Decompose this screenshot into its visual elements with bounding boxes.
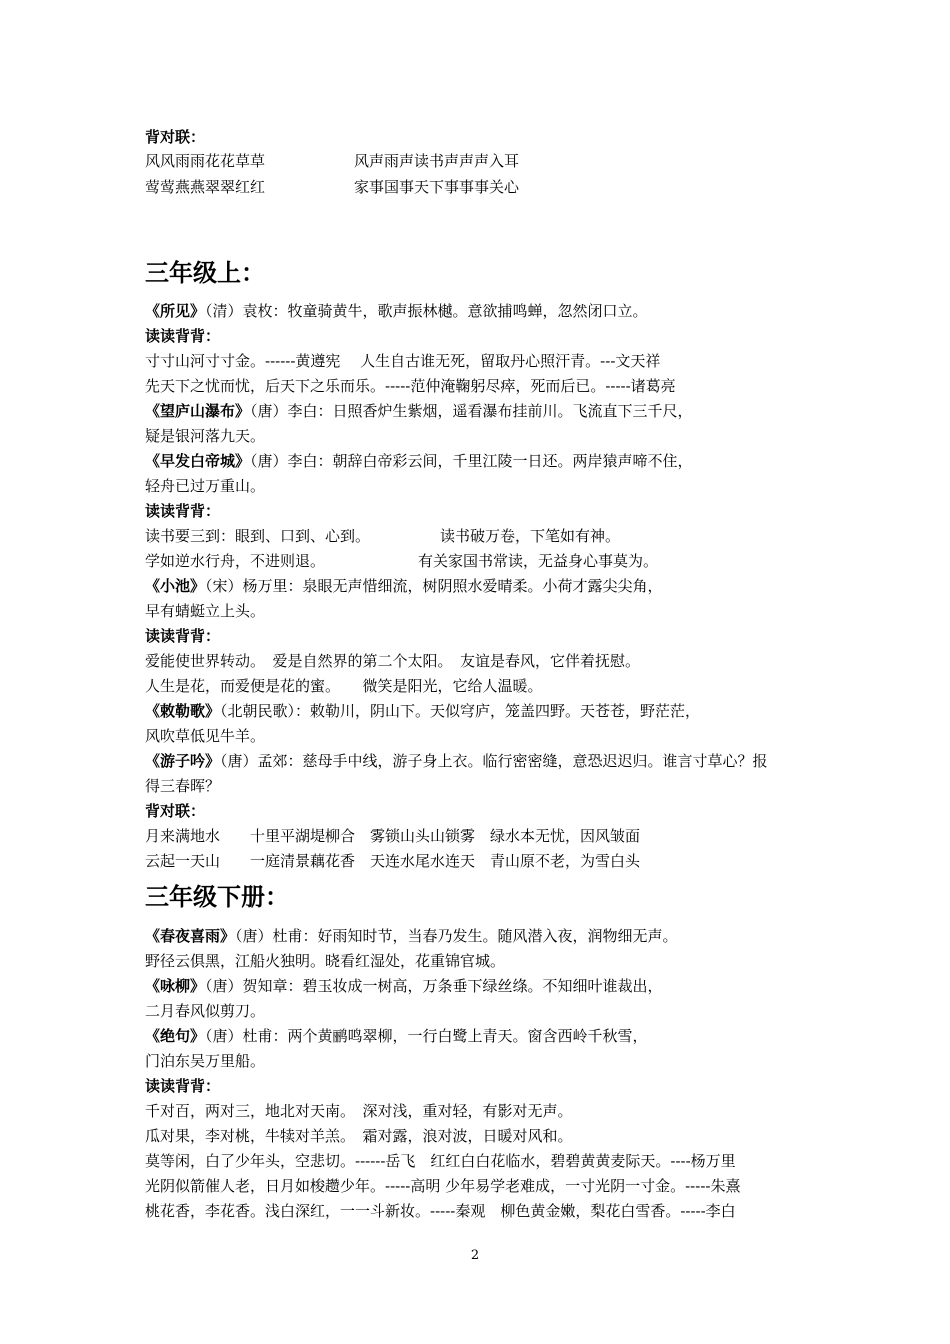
text-line: 学如逆水行舟，不进则退。 bbox=[145, 552, 326, 570]
couplet-row bbox=[145, 176, 265, 198]
poem-line: 《所见》（清）袁枚：牧童骑黄牛，歌声振林樾。意欲捕鸣蝉，忽然闭口立。 bbox=[145, 302, 648, 320]
text-line: 读书破万卷，下笔如有神。 bbox=[440, 527, 621, 545]
couplet-row bbox=[145, 150, 265, 172]
text-line: 寸寸山河寸寸金。------黄遵宪 人生自古谁无死，留取丹心照汗青。---文天祥 bbox=[145, 352, 661, 370]
couplet-right: 家事国事天下事事事关心 bbox=[354, 178, 520, 196]
section-heading: 三年级上： bbox=[145, 259, 265, 287]
text-line: 先天下之忧而忧，后天下之乐而乐。-----范仲淹鞠躬尽瘁，死而后已。-----诸葛亮 bbox=[145, 377, 676, 395]
poem-line: 《小池》（宋）杨万里：泉眼无声惜细流，树阴照水爱晴柔。小荷才露尖尖角， bbox=[145, 577, 663, 595]
poem-title: 《春夜喜雨》 bbox=[145, 927, 236, 945]
poem-continuation: 疑是银河落九天。 bbox=[145, 427, 266, 445]
text-line: 光阴似箭催人老，日月如梭趱少年。-----高明 少年易学老难成，一寸光阴一寸金。-----朱熹 bbox=[145, 1177, 741, 1195]
poem-line: 《咏柳》（唐）贺知章：碧玉妆成一树高，万条垂下绿丝绦。不知细叶谁裁出， bbox=[145, 977, 663, 995]
poem-continuation: 早有蜻蜓立上头。 bbox=[145, 602, 266, 620]
text-line: 人生是花，而爱便是花的蜜。 微笑是阳光，它给人温暖。 bbox=[145, 677, 543, 695]
text-line: 有关家国书常读，无益身心事莫为。 bbox=[418, 552, 659, 570]
poem-title: 《小池》 bbox=[145, 577, 206, 595]
reading-label: 读读背背： bbox=[145, 1077, 221, 1095]
text-line: 桃花香，李花香。浅白深红，一一斗新妆。-----秦观 柳色黄金嫩，梨花白雪香。-----李白 bbox=[145, 1202, 736, 1220]
poem-title: 《绝句》 bbox=[145, 1027, 206, 1045]
poem-title: 《敕勒歌》 bbox=[145, 702, 221, 720]
couplet-right: 风声雨声读书声声声入耳 bbox=[354, 152, 520, 170]
poem-title: 《游子吟》 bbox=[145, 752, 221, 770]
text-line: 莫等闲，白了少年头，空悲切。------岳飞 红红白白花临水，碧碧黄黄麦际天。----杨万里 bbox=[145, 1152, 736, 1170]
text-line: 瓜对果，李对桃，牛犊对羊羔。 霜对露，浪对波，日暖对风和。 bbox=[145, 1127, 573, 1145]
poem-line: 《绝句》（唐）杜甫：两个黄鹂鸣翠柳，一行白鹭上青天。窗含西岭千秋雪， bbox=[145, 1027, 648, 1045]
poem-continuation: 风吹草低见牛羊。 bbox=[145, 727, 266, 745]
reading-label: 读读背背： bbox=[145, 627, 221, 645]
poem-line: 《望庐山瀑布》（唐）李白：日照香炉生紫烟，遥看瀑布挂前川。飞流直下三千尺， bbox=[145, 402, 693, 420]
poem-title: 《望庐山瀑布》 bbox=[145, 402, 251, 420]
text-line: 读书要三到：眼到、口到、心到。 bbox=[145, 527, 371, 545]
text-line: 千对百，两对三，地北对天南。 深对浅，重对轻，有影对无声。 bbox=[145, 1102, 573, 1120]
poem-title: 《早发白帝城》 bbox=[145, 452, 251, 470]
poem-continuation: 得三春晖？ bbox=[145, 777, 221, 795]
couplet-line: 云起一天山 一庭清景藕花香 天连水尾水连天 青山原不老，为雪白头 bbox=[145, 852, 641, 870]
page-number: 2 bbox=[470, 1248, 480, 1263]
couplet-label: 背对联： bbox=[145, 128, 206, 146]
reading-label: 读读背背： bbox=[145, 327, 221, 345]
poem-continuation: 野径云俱黑，江船火独明。晓看红湿处，花重锦官城。 bbox=[145, 952, 506, 970]
couplet-left: 风风雨雨花花草草 bbox=[145, 152, 266, 170]
text-line: 爱能使世界转动。 爱是自然界的第二个太阳。 友谊是春风，它伴着抚慰。 bbox=[145, 652, 641, 670]
section-heading: 三年级下册： bbox=[145, 883, 289, 911]
couplet-label: 背对联： bbox=[145, 802, 206, 820]
couplet-left: 莺莺燕燕翠翠红红 bbox=[145, 178, 266, 196]
poem-title: 《咏柳》 bbox=[145, 977, 206, 995]
poem-line: 《春夜喜雨》（唐）杜甫：好雨知时节，当春乃发生。随风潜入夜，润物细无声。 bbox=[145, 927, 678, 945]
poem-continuation: 轻舟已过万重山。 bbox=[145, 477, 266, 495]
poem-continuation: 二月春风似剪刀。 bbox=[145, 1002, 266, 1020]
reading-label: 读读背背： bbox=[145, 502, 221, 520]
couplet-line: 月来满地水 十里平湖堤柳合 雾锁山头山锁雾 绿水本无忧，因风皱面 bbox=[145, 827, 641, 845]
poem-title: 《所见》 bbox=[145, 302, 206, 320]
poem-continuation: 门泊东吴万里船。 bbox=[145, 1052, 266, 1070]
poem-line: 《敕勒歌》（北朝民歌）：敕勒川，阴山下。天似穹庐，笼盖四野。天苍苍，野茫茫， bbox=[145, 702, 701, 720]
poem-line: 《早发白帝城》（唐）李白：朝辞白帝彩云间，千里江陵一日还。两岸猿声啼不住， bbox=[145, 452, 693, 470]
poem-line: 《游子吟》（唐）孟郊：慈母手中线，游子身上衣。临行密密缝，意恐迟迟归。谁言寸草心？报 bbox=[145, 752, 768, 770]
